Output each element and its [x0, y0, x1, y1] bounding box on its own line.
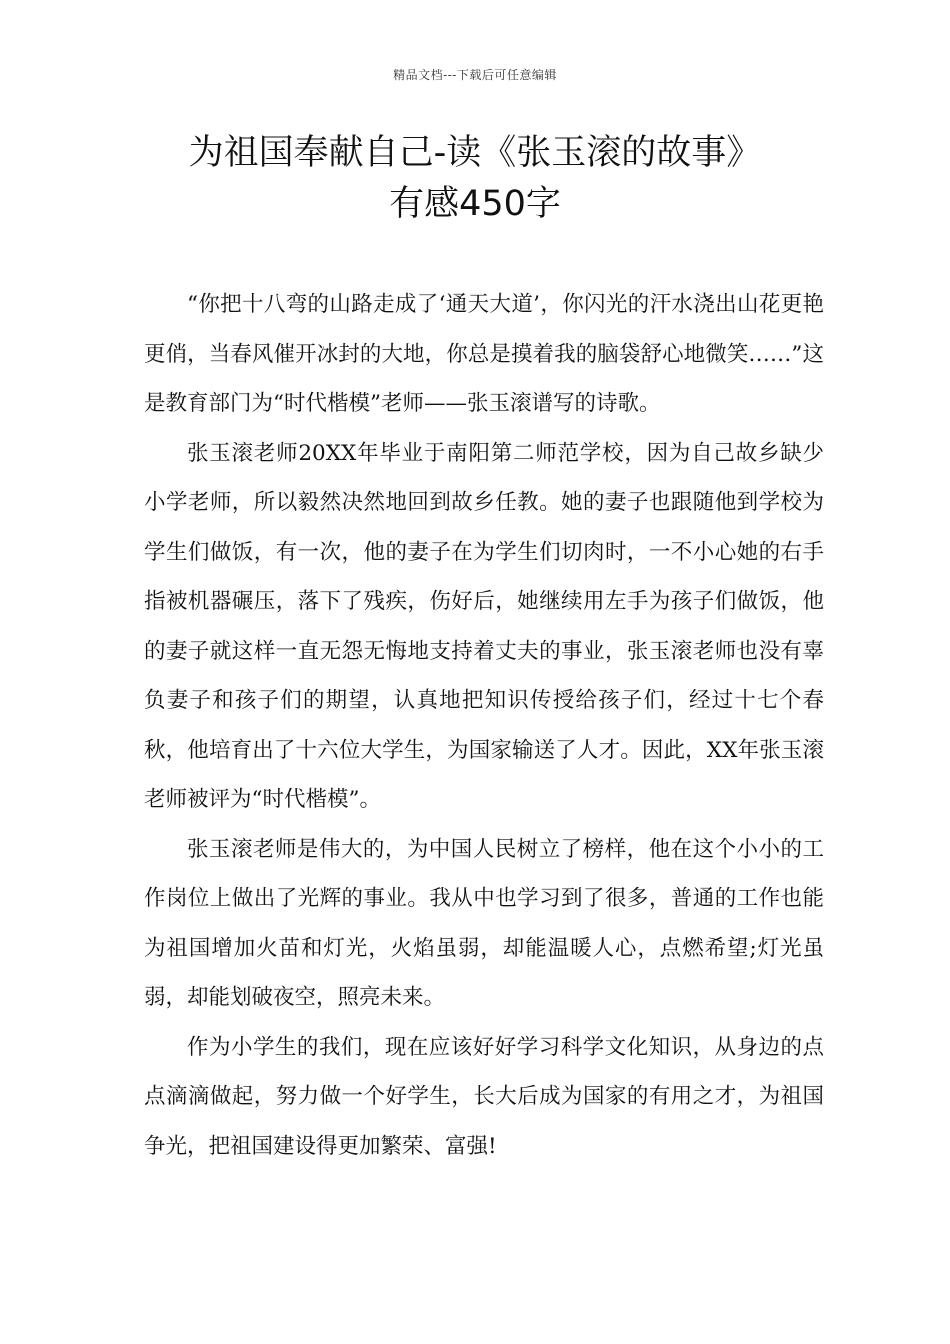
paragraph-3: 张玉滚老师是伟大的，为中国人民树立了榜样，他在这个小小的工作岗位上做出了光辉的事业。我从中也学习到了很多，普通的工作也能为祖国增加火苗和灯光，火焰虽弱，却能温暖人心，点燃希望;灯光虽弱，却能划破夜空，照亮未来。 — [144, 836, 824, 1010]
paragraph-1: “你把十八弯的山路走成了‘通天大道’，你闪光的汗水浇出山花更艳更俏，当春风催开冰封的大地，你总是摸着我的脑袋舒心地微笑……”这是教育部门为“时代楷模”老师——张玉滚谱写的诗歌。 — [144, 292, 824, 416]
document-body — [144, 280, 824, 1171]
document-title — [60, 128, 890, 230]
header-note: 精品文档---下载后可任意编辑 — [393, 68, 557, 82]
paragraph-2: 张玉滚老师20XX年毕业于南阳第二师范学校，因为自己故乡缺少小学老师，所以毅然决然地回到故乡任教。她的妻子也跟随他到学校为学生们做饭，有一次，他的妻子在为学生们切肉时，一不小心她的右手指被机器碾压，落下了残疾，伤好后，她继续用左手为孩子们做饭，他的妻子就这样一直无怨无悔地支持着丈夫的事业，张玉滚老师也没有辜负妻子和孩子们的期望，认真地把知识传授给孩子们，经过十七个春秋，他培育出了十六位大学生，为国家输送了人才。因此，XX年张玉滚老师被评为“时代楷模”。 — [144, 440, 824, 812]
title-line-2: 有感450字 — [389, 184, 561, 224]
title-line-1: 为祖国奉献自己-读《张玉滚的故事》 — [188, 133, 762, 173]
paragraph-4: 作为小学生的我们，现在应该好好学习科学文化知识，从身边的点点滴滴做起，努力做一个好学生，长大后成为国家的有用之才，为祖国争光，把祖国建设得更加繁荣、富强! — [144, 1034, 824, 1159]
